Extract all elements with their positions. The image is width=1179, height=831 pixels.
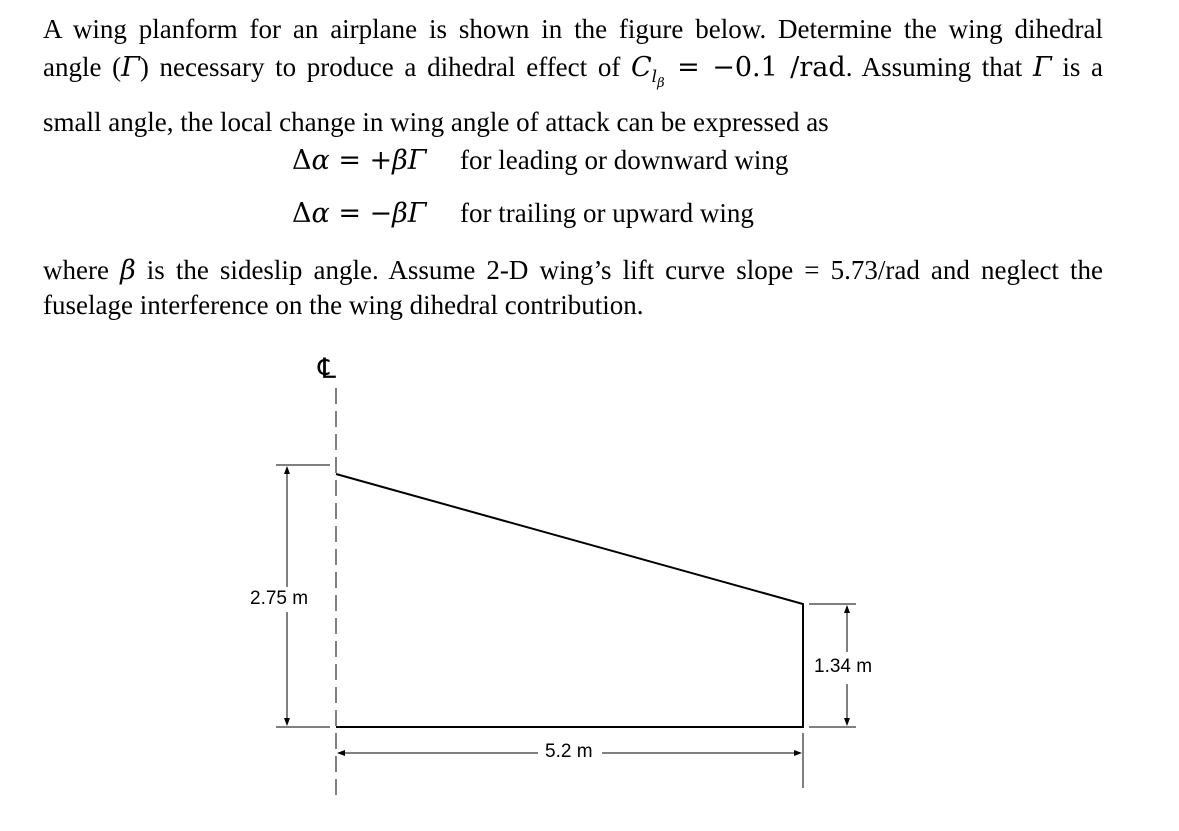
coef-sub-l-text: l: [651, 67, 658, 87]
tip-arrow-top: [844, 605, 850, 613]
wing-outline: [336, 474, 803, 727]
gamma-symbol-2: Γ: [1032, 52, 1052, 83]
span-arrow-right: [794, 750, 802, 756]
intro-line-2-b: ) necessary to produce a dihedral effect of: [139, 52, 621, 82]
intro-line-2-c: . Assuming that: [845, 52, 1023, 82]
root-arrow-top: [284, 466, 290, 474]
intro-line-2-a: angle (: [43, 52, 122, 82]
intro-line-2-d: is a: [1062, 52, 1104, 82]
eq1-delta: Δ: [292, 145, 312, 176]
equation-1-description: for leading or downward wing: [460, 145, 789, 175]
root-chord-label: 2.75 m: [250, 588, 309, 609]
span-arrow-left: [337, 750, 345, 756]
outro-b: is the sideslip angle. Assume 2-D wing’s lift curve slope = 5.73/rad and neglect the: [146, 255, 1104, 285]
eq1-alpha: α: [311, 145, 330, 176]
intro-line-1: A wing planform for an airplane is shown in the figure below. Determine the wing dihedral: [43, 14, 1103, 44]
beta-symbol: β: [120, 255, 136, 286]
root-arrow-bottom: [284, 718, 290, 726]
equation-2-description: for trailing or upward wing: [460, 198, 754, 228]
coef-sub-beta: β: [657, 76, 665, 91]
coef-c: C: [630, 52, 652, 83]
eq2-rhs: = −βΓ: [329, 198, 427, 229]
centerline-symbol: ℄: [318, 352, 336, 385]
coef-value: = −0.1 /rad: [677, 52, 846, 83]
eq2-alpha: α: [311, 198, 330, 229]
gamma-symbol: Γ: [121, 52, 140, 83]
tip-arrow-bottom: [844, 718, 850, 726]
outro-a: where: [43, 255, 109, 285]
tip-chord-label: 1.34 m: [814, 656, 873, 677]
eq1-rhs: = +βΓ: [329, 145, 427, 176]
eq2-delta: Δ: [292, 198, 312, 229]
semispan-label: 5.2 m: [542, 741, 596, 763]
intro-line-3: small angle, the local change in wing angle of attack can be expressed as: [43, 107, 829, 137]
outro-line-2: fuselage interference on the wing dihedral contribution.: [43, 290, 644, 320]
